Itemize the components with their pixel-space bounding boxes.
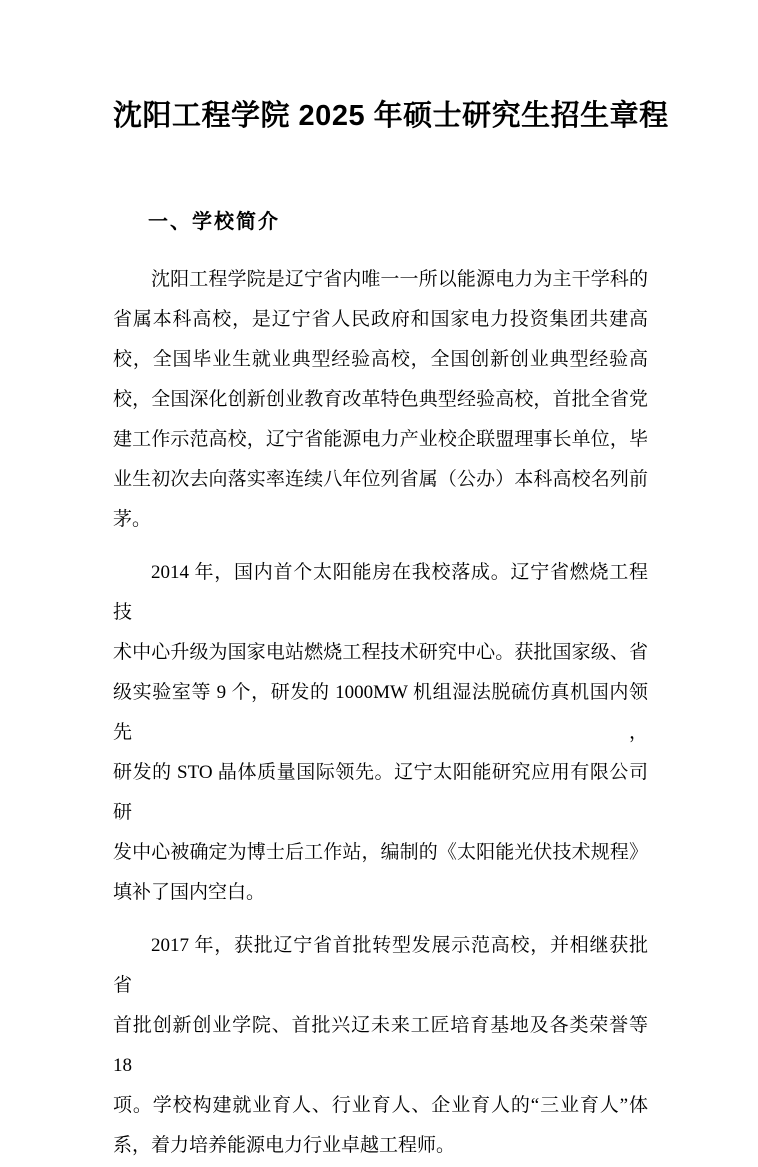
document-page (0, 95, 758, 1167)
text-line: 沈阳工程学院是辽宁省内唯一一所以能源电力为主干学科的 (151, 269, 648, 290)
text-line: 2014 年，国内首个太阳能房在我校落成。辽宁省燃烧工程技 (113, 562, 648, 623)
paragraph (113, 553, 648, 913)
text-line: 茅。 (113, 509, 152, 530)
text-line: 发中心被确定为博士后工作站，编制的《太阳能光伏技术规程》 (113, 842, 648, 863)
text-line: 填补了国内空白。 (113, 882, 266, 903)
paragraph (113, 260, 648, 540)
document-title: 沈阳工程学院 2025 年硕士研究生招生章程 (113, 100, 669, 132)
section-body (113, 260, 648, 1166)
text-line: 业生初次去向落实率连续八年位列省属（公办）本科高校名列前 (113, 469, 648, 490)
text-line: 省属本科高校，是辽宁省人民政府和国家电力投资集团共建高 (113, 309, 648, 330)
text-line: 项。学校构建就业育人、行业育人、企业育人的“三业育人”体 (113, 1095, 648, 1116)
text-line: 术中心升级为国家电站燃烧工程技术研究中心。获批国家级、省 (113, 642, 648, 663)
paragraph (113, 926, 648, 1166)
text-line: 建工作示范高校，辽宁省能源电力产业校企联盟理事长单位，毕 (113, 429, 648, 450)
text-line: 首批创新创业学院、首批兴辽未来工匠培育基地及各类荣誉等 18 (113, 1015, 648, 1076)
section-heading-school-intro: 一、学校简介 (148, 211, 280, 233)
text-line: 2017 年，获批辽宁省首批转型发展示范高校，并相继获批省 (113, 935, 648, 996)
text-line: 系，着力培养能源电力行业卓越工程师。 (113, 1135, 456, 1156)
text-line: 研发的 STO 晶体质量国际领先。辽宁太阳能研究应用有限公司研 (113, 762, 648, 823)
text-line: 级实验室等 9 个，研发的 1000MW 机组湿法脱硫仿真机国内领先， (113, 682, 648, 743)
text-line: 校，全国毕业生就业典型经验高校，全国创新创业典型经验高 (113, 349, 648, 370)
text-line: 校，全国深化创新创业教育改革特色典型经验高校，首批全省党 (113, 389, 648, 410)
